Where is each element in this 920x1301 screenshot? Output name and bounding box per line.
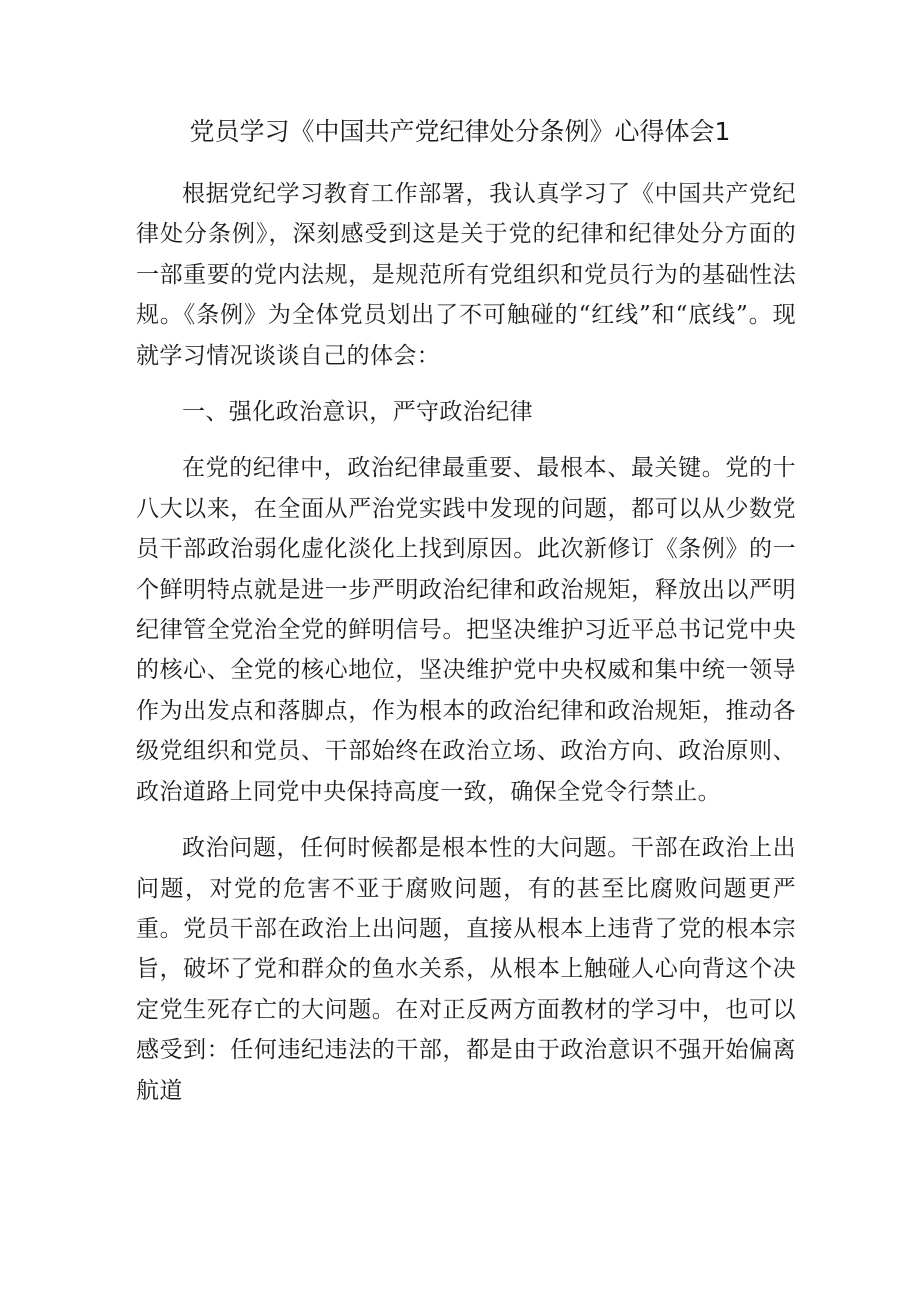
section-heading: 一、强化政治意识，严守政治纪律: [182, 399, 533, 426]
document-body: [136, 174, 796, 1111]
document-title: 党员学习《中国共产党纪律处分条例》心得体会1: [189, 117, 731, 146]
paragraph-political-discipline: 在党的纪律中，政治纪律最重要、最根本、最关键。党的十八大以来，在全面从严治党实践中发现的问题，都可以从少数党员干部政治弱化虚化淡化上找到原因。此次新修订《条例》的一个鲜明特点就是进一步严明政治纪律和政治规矩，释放出以严明纪律管全党治全党的鲜明信号。把坚决维护习近平总书记党中央的核心、全党的核心地位，坚决维护党中央权威和集中统一领导作为出发点和落脚点，作为根本的政治纪律和政治规矩，推动各级党组织和党员、干部始终在政治立场、政治方向、政治原则、政治道路上同党中央保持高度一致，确保全党令行禁止。: [136, 455, 796, 805]
paragraph-intro: 根据党纪学习教育工作部署，我认真学习了《中国共产党纪律处分条例》，深刻感受到这是关于党的纪律和纪律处分方面的一部重要的党内法规，是规范所有党组织和党员行为的基础性法规。《条例》为全体党员划出了不可触碰的“红线”和“底线”。现就学习情况谈谈自己的体会：: [136, 181, 796, 369]
paragraph-political-issues: 政治问题，任何时候都是根本性的大问题。干部在政治上出问题，对党的危害不亚于腐败问题，有的甚至比腐败问题更严重。党员干部在政治上出问题，直接从根本上违背了党的根本宗旨，破坏了党和群众的鱼水关系，从根本上触碰人心向背这个决定党生死存亡的大问题。在对正反两方面教材的学习中，也可以感受到：任何违纪违法的干部，都是由于政治意识不强开始偏离航道: [136, 835, 796, 1104]
